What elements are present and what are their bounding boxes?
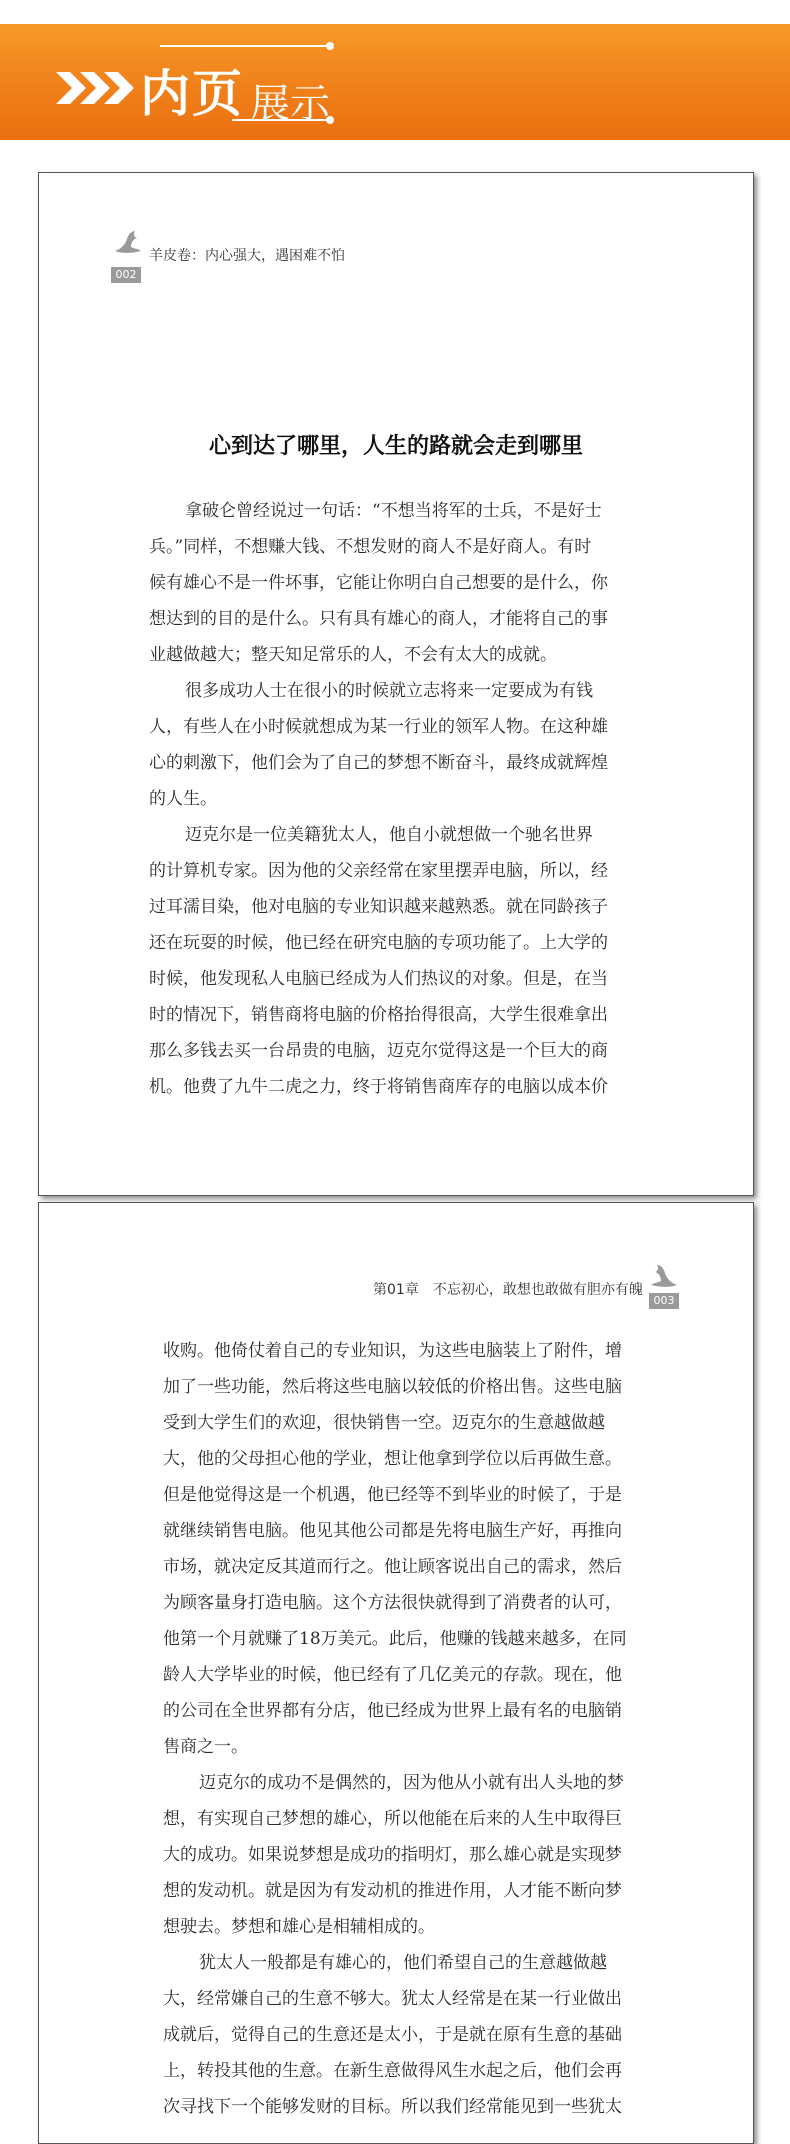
- bird-icon: [649, 1263, 679, 1289]
- text-line: 拿破仑曾经说过一句话：“不想当将军的士兵，不是好士: [185, 501, 602, 521]
- text-line: 人，有些人在小时候就想成为某一行业的领军人物。在这种雄: [149, 717, 608, 737]
- text-line: 机。他费了九牛二虎之力，终于将销售商库存的电脑以成本价: [149, 1077, 608, 1097]
- text-line: 的计算机专家。因为他的父亲经常在家里摆弄电脑，所以，经: [149, 861, 608, 881]
- text-line: 的人生。: [149, 789, 217, 809]
- header-banner: [0, 24, 790, 140]
- banner-title-light: 展示: [250, 81, 330, 127]
- body-text: [149, 493, 608, 1105]
- text-line: 但是他觉得这是一个机遇，他已经等不到毕业的时候了，于是: [163, 1485, 622, 1505]
- text-line: 为顾客量身打造电脑。这个方法很快就得到了消费者的认可，: [163, 1593, 622, 1613]
- chapter-title: 心到达了哪里，人生的路就会走到哪里: [208, 433, 583, 459]
- text-line: 时候，他发现私人电脑已经成为人们热议的对象。但是，在当: [149, 969, 608, 989]
- text-line: 想的发动机。就是因为有发动机的推进作用，人才能不断向梦: [163, 1881, 622, 1901]
- text-line: 犹太人一般都是有雄心的，他们希望自己的生意越做越: [199, 1953, 607, 1973]
- text-line: 受到大学生们的欢迎，很快销售一空。迈克尔的生意越做越: [163, 1413, 605, 1433]
- text-line: 就继续销售电脑。他见其他公司都是先将电脑生产好，再推向: [163, 1521, 622, 1541]
- body-text: [163, 1333, 627, 2125]
- text-line: 时的情况下，销售商将电脑的价格抬得很高，大学生很难拿出: [149, 1005, 608, 1025]
- text-line: 市场，就决定反其道而行之。他让顾客说出自己的需求，然后: [163, 1557, 622, 1577]
- text-line: 心的刺激下，他们会为了自己的梦想不断奋斗，最终成就辉煌: [149, 753, 608, 773]
- text-line: 大的成功。如果说梦想是成功的指明灯，那么雄心就是实现梦: [163, 1845, 622, 1865]
- text-line: 业越做越大；整天知足常乐的人，不会有太大的成就。: [149, 645, 557, 665]
- text-line: 上，转投其他的生意。在新生意做得风生水起之后，他们会再: [163, 2061, 622, 2081]
- triple-chevron-icon: [56, 68, 136, 108]
- text-line: 他第一个月就赚了18万美元。此后，他赚的钱越来越多，在同: [163, 1629, 627, 1649]
- text-line: 龄人大学毕业的时候，他已经有了几亿美元的存款。现在，他: [163, 1665, 622, 1685]
- text-line: 候有雄心不是一件坏事，它能让你明白自己想要的是什么，你: [149, 573, 608, 593]
- text-line: 想，有实现自己梦想的雄心，所以他能在后来的人生中取得巨: [163, 1809, 622, 1829]
- text-line: 过耳濡目染，他对电脑的专业知识越来越熟悉。就在同龄孩子: [149, 897, 608, 917]
- text-line: 那么多钱去买一台昂贵的电脑，迈克尔觉得这是一个巨大的商: [149, 1041, 608, 1061]
- text-line: 想驶去。梦想和雄心是相辅相成的。: [163, 1917, 435, 1937]
- page-number: 002: [111, 267, 141, 283]
- text-line: 次寻找下一个能够发财的目标。所以我们经常能见到一些犹太: [163, 2097, 622, 2117]
- text-line: 兵。”同样，不想赚大钱、不想发财的商人不是好商人。有时: [149, 537, 592, 557]
- text-line: 迈克尔的成功不是偶然的，因为他从小就有出人头地的梦: [199, 1773, 624, 1793]
- text-line: 很多成功人士在很小的时候就立志将来一定要成为有钱: [185, 681, 593, 701]
- banner-title-bold: 内页: [140, 65, 244, 123]
- text-line: 想达到的目的是什么。只有具有雄心的商人，才能将自己的事: [149, 609, 608, 629]
- text-line: 的公司在全世界都有分店，他已经成为世界上最有名的电脑销: [163, 1701, 622, 1721]
- page-number: 003: [649, 1293, 679, 1309]
- book-page-left: [38, 172, 754, 1196]
- text-line: 成就后，觉得自己的生意还是太小，于是就在原有生意的基础: [163, 2025, 622, 2045]
- text-line: 迈克尔是一位美籍犹太人，他自小就想做一个驰名世界: [185, 825, 593, 845]
- bird-icon: [113, 229, 143, 255]
- text-line: 大，经常嫌自己的生意不够大。犹太人经常是在某一行业做出: [163, 1989, 622, 2009]
- book-page-right: [38, 1202, 754, 2144]
- running-header: 第01章 不忘初心，敢想也敢做有胆亦有魄: [373, 1282, 643, 1298]
- text-line: 还在玩耍的时候，他已经在研究电脑的专项功能了。上大学的: [149, 933, 608, 953]
- text-line: 售商之一。: [163, 1737, 248, 1757]
- text-line: 大，他的父母担心他的学业，想让他拿到学位以后再做生意。: [163, 1449, 622, 1469]
- running-header: 羊皮卷：内心强大，遇困难不怕: [149, 248, 345, 264]
- text-line: 收购。他倚仗着自己的专业知识，为这些电脑装上了附件，增: [163, 1341, 622, 1361]
- text-line: 加了一些功能，然后将这些电脑以较低的价格出售。这些电脑: [163, 1377, 622, 1397]
